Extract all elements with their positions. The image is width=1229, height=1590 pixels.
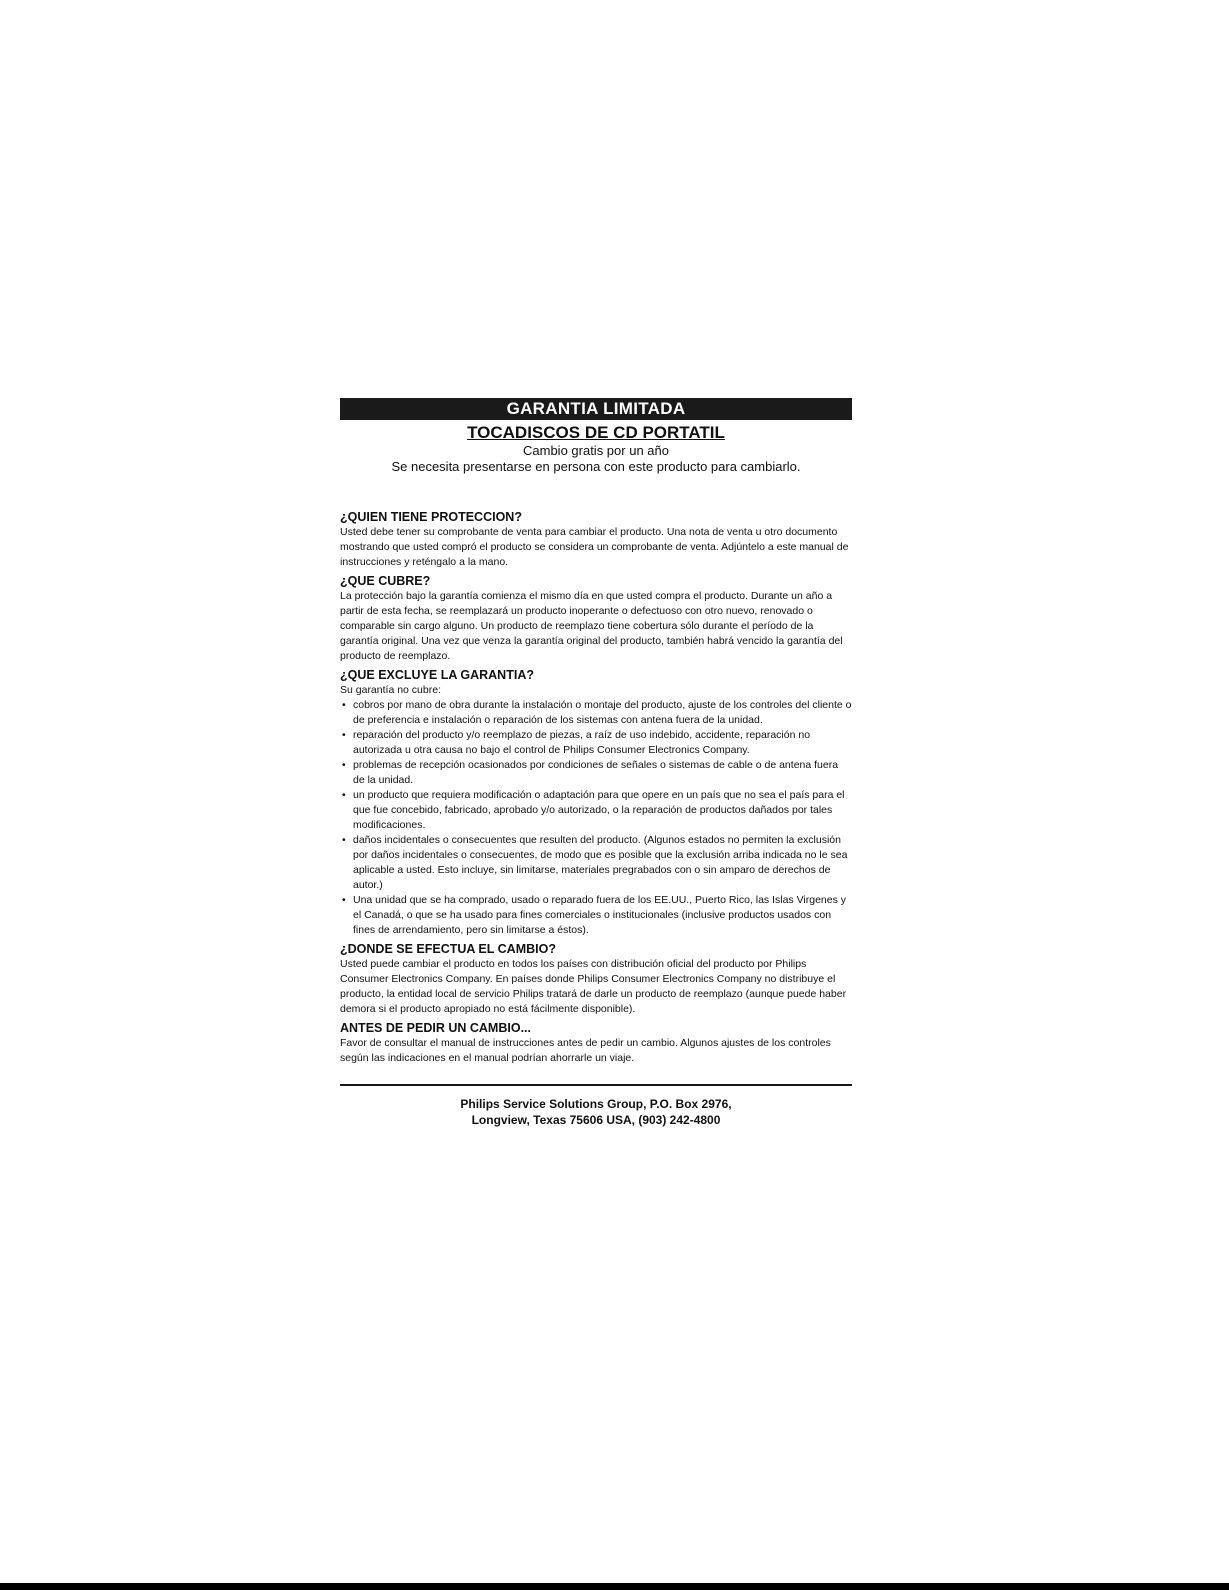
- section-cubre: [340, 574, 852, 664]
- footer-line: Longview, Texas 75606 USA, (903) 242-4800: [471, 1113, 721, 1127]
- list-item: • cobros por mano de obra durante la instalación o montaje del producto, ajuste de los controles del cliente o de preferencia e instalación o reparación de los sistemas con antena fuera de la unidad.: [340, 698, 852, 728]
- section-donde: [340, 942, 852, 1017]
- section-antes: [340, 1021, 852, 1066]
- section-heading: ¿QUE CUBRE?: [340, 574, 431, 588]
- section-text: La protección bajo la garantía comienza el mismo día en que usted compra el producto. Durante un año a partir de esta fecha, se reemplazará un producto inoperante o defectuoso con otro nuevo, renovado o comparable sin cargo alguno. Un producto de reemplazo tiene cobertura sólo durante el período de la garantía original. Una vez que venza la garantía original del producto, también habrá vencido la garantía del producto de reemplazo.: [340, 590, 843, 662]
- list-item: • problemas de recepción ocasionados por condiciones de señales o sistemas de cable o de antena fuera de la unidad.: [340, 758, 852, 788]
- section-heading: ¿QUIEN TIENE PROTECCION?: [340, 510, 522, 524]
- footer-divider: [340, 1084, 852, 1086]
- product-subtitle: TOCADISCOS DE CD PORTATIL: [467, 423, 725, 442]
- exclusion-list: [340, 698, 852, 938]
- section-heading: ¿DONDE SE EFECTUA EL CAMBIO?: [340, 942, 556, 956]
- section-quien: [340, 510, 852, 570]
- section-heading: ANTES DE PEDIR UN CAMBIO...: [340, 1021, 531, 1035]
- section-text: Usted debe tener su comprobante de venta para cambiar el producto. Una nota de venta u otro documento mostrando que usted compró el producto se considera un comprobante de venta. Adjúntelo a este manual de instrucciones y reténgalo a la mano.: [340, 526, 849, 568]
- footer-address: [340, 1096, 852, 1128]
- section-heading: ¿QUE EXCLUYE LA GARANTIA?: [340, 668, 534, 682]
- document-title: GARANTIA LIMITADA: [340, 398, 852, 420]
- page-bottom-edge: [0, 1583, 1229, 1590]
- section-text: Usted puede cambiar el producto en todos los países con distribución oficial del producto por Philips Consumer Electronics Company. En países donde Philips Consumer Electronics Company no distribuye el producto, la entidad local de servicio Philips tratará de darle un producto de reemplazo (aunque puede haber demora si el producto apropiado no está fácilmente disponible).: [340, 958, 847, 1015]
- list-item: • Una unidad que se ha comprado, usado o reparado fuera de los EE.UU., Puerto Rico, las Islas Virgenes y el Canadá, o que se ha usado para fines comerciales o institucionales (inclusive productos usados con fines de arrendamiento, pero sin limitarse a éstos).: [340, 893, 852, 938]
- list-item: • un producto que requiera modificación o adaptación para que opere en un país que no sea el país para el que fue concebido, fabricado, aprobado y/o autorizado, o la reparación de productos dañados por tales modificaciones.: [340, 788, 852, 833]
- list-item: • daños incidentales o consecuentes que resulten del producto. (Algunos estados no permiten la exclusión por daños incidentales o consecuentes, de modo que es posible que la exclusión arriba indicada no le sea aplicable a usted. Esto incluye, sin limitarse, materiales pregrabados con o sin amparo de derechos de autor.): [340, 833, 852, 893]
- section-excluye: [340, 668, 852, 938]
- section-intro: Su garantía no cubre:: [340, 684, 441, 696]
- section-text: Favor de consultar el manual de instrucciones antes de pedir un cambio. Algunos ajustes de los controles según las indicaciones en el manual podrían ahorrarle un viaje.: [340, 1037, 831, 1064]
- footer-line: Philips Service Solutions Group, P.O. Box 2976,: [460, 1097, 732, 1111]
- list-item: • reparación del producto y/o reemplazo de piezas, a raíz de uso indebido, accidente, reparación no autorizada u otra causa no bajo el control de Philips Consumer Electronics Company.: [340, 728, 852, 758]
- tagline-free-exchange: Cambio gratis por un año: [523, 443, 669, 458]
- tagline-in-person: Se necesita presentarse en persona con este producto para cambiarlo.: [391, 459, 801, 474]
- warranty-document: [340, 398, 852, 1128]
